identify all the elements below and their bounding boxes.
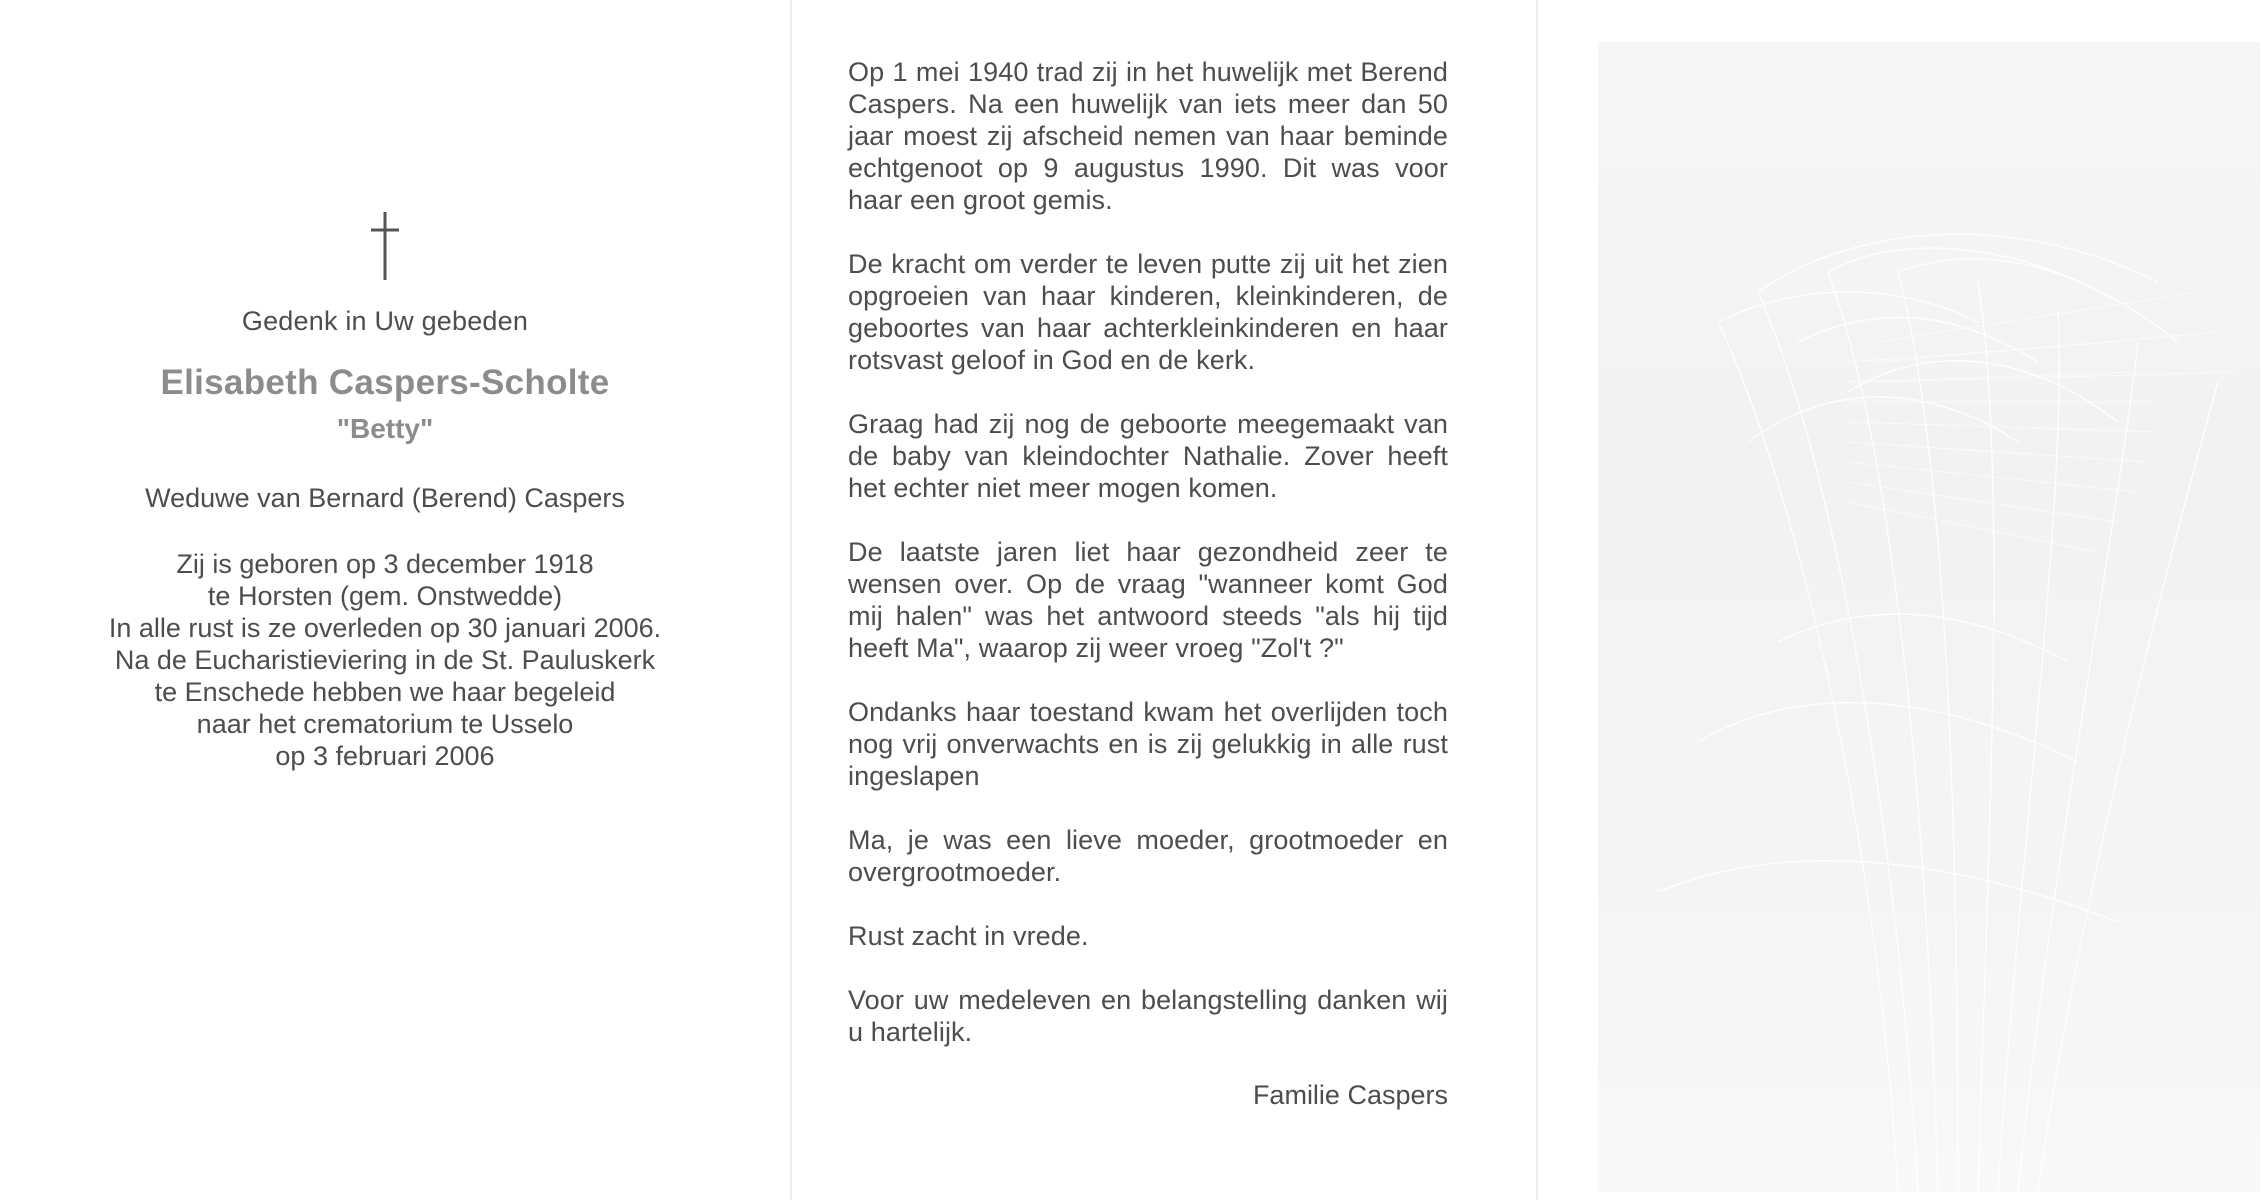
paragraph-health: De laatste jaren liet haar gezondheid zeer te wensen over. Op de vraag "wanneer komt God mij halen" was het antwoord steeds "als hij tijd heeft Ma", waarop zij weer vroeg "Zol't ?" <box>848 537 1448 663</box>
paragraph-strength: De kracht om verder te leven putte zij uit het zien opgroeien van haar kinderen, kleinkinderen, de geboortes van haar achterkleinkinderen en haar rotsvast geloof in God en de kerk. <box>848 249 1448 375</box>
bio-line: te Enschede hebben we haar begeleid <box>154 677 616 707</box>
wheat-illustration <box>1598 42 2260 1192</box>
paragraph-granddaughter: Graag had zij nog de geboorte meegemaakt van de baby van kleindochter Nathalie. Zover heeft het echter niet meer mogen komen. <box>848 409 1448 503</box>
bio-line: op 3 februari 2006 <box>275 741 495 771</box>
bio-line: te Horsten (gem. Onstwedde) <box>207 581 563 611</box>
intro-text: Gedenk in Uw gebeden <box>241 306 529 336</box>
bio-line: In alle rust is ze overleden op 30 januari 2006. <box>108 613 662 643</box>
bio-line: Zij is geboren op 3 december 1918 <box>176 549 594 579</box>
bio-block <box>60 548 710 772</box>
paragraph-thanks: Voor uw medeleven en belangstelling danken wij u hartelijk. <box>848 985 1448 1047</box>
deceased-nickname: "Betty" <box>336 413 434 444</box>
wheat-photo <box>1598 42 2260 1192</box>
signature: Familie Caspers <box>1252 1080 1448 1110</box>
paragraph-passing: Ondanks haar toestand kwam het overlijden toch nog vrij onverwachts en is zij gelukkig in alle rust ingeslapen <box>848 697 1448 791</box>
widow-text: Weduwe van Bernard (Berend) Caspers <box>145 483 625 513</box>
fold-line-left <box>790 0 792 1200</box>
bio-line: Na de Eucharistieviering in de St. Pauluskerk <box>114 645 656 675</box>
card-text-panel <box>848 56 1448 1138</box>
deceased-name: Elisabeth Caspers-Scholte <box>160 363 610 402</box>
paragraph-rest: Rust zacht in vrede. <box>848 921 1089 951</box>
paragraph-mother: Ma, je was een lieve moeder, grootmoeder en overgrootmoeder. <box>848 825 1448 887</box>
cross-icon <box>365 210 405 282</box>
fold-line-right <box>1536 0 1538 1200</box>
paragraph-marriage: Op 1 mei 1940 trad zij in het huwelijk met Berend Caspers. Na een huwelijk van iets meer dan 50 jaar moest zij afscheid nemen van haar beminde echtgenoot op 9 augustus 1990. Dit was voor haar een groot gemis. <box>848 57 1448 215</box>
card-front-panel <box>60 210 710 772</box>
bio-line: naar het crematorium te Usselo <box>196 709 574 739</box>
